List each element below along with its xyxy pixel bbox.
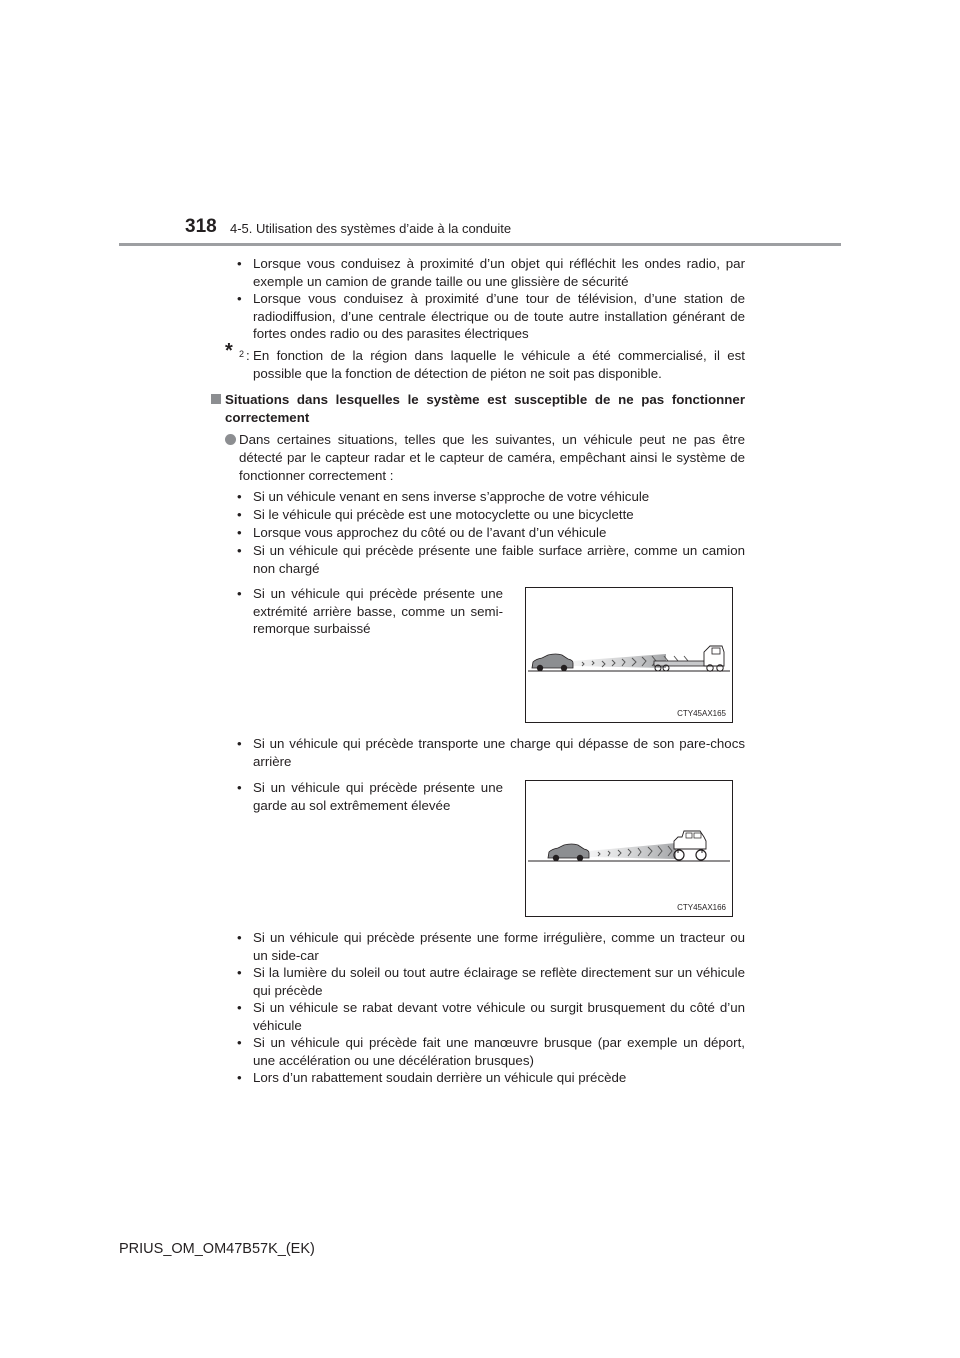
footnote-marker: * [225,340,233,362]
list-item-text: Si un véhicule qui précède fait une manœuvre brusque (par exemple un déport, une accélération ou une décélération brusques) [253,1035,745,1068]
bullet-glyph: • [237,1000,242,1015]
list-item-text: Si un véhicule se rabat devant votre véhicule ou surgit brusquement du côté d’un véhicule [253,1000,745,1033]
list-item-text: Si un véhicule qui précède présente une faible surface arrière, comme un camion non chargé [253,543,745,576]
list-item-text: Si un véhicule venant en sens inverse s’approche de votre véhicule [253,489,650,504]
footnote-superscript: 2 [239,349,245,359]
list-item-text: Si le véhicule qui précède est une motocyclette ou une bicyclette [253,507,634,522]
footnote-colon: : [246,348,250,363]
list-item [237,255,745,290]
intro-paragraph-text: Dans certaines situations, telles que les suivantes, un véhicule peut ne pas être détecté par le capteur radar et le capteur de caméra, empêchant ainsi le système de fonctionner correctement : [239,432,745,483]
bullet-glyph: • [237,930,242,945]
list-item [237,524,745,542]
footer-document-code: PRIUS_OM_OM47B57K_(EK) [119,1241,315,1257]
header-rule [119,243,841,246]
list-item [237,779,503,814]
list-item [237,1034,745,1069]
figure-code: CTY45AX166 [677,903,726,912]
bullet-glyph: • [237,965,242,980]
section-heading [211,391,745,427]
list-item-text: Lorsque vous approchez du côté ou de l’avant d’un véhicule [253,525,607,540]
list-item-text: Lors d’un rabattement soudain derrière un véhicule qui précède [253,1070,627,1085]
bullet-glyph: • [237,507,242,522]
list-item-text: Si la lumière du soleil ou tout autre éclairage se reflète directement sur un véhicule qui précède [253,965,745,998]
list-item-text: Si un véhicule qui précède transporte une charge qui dépasse de son pare-chocs arrière [253,736,745,769]
section-heading-text: Situations dans lesquelles le système est susceptible de ne pas fonctionner correctement [225,392,745,425]
page-number: 318 [185,216,217,237]
car-following-high-clearance-vehicle-illustration [526,781,732,916]
figure-code: CTY45AX165 [677,709,726,718]
intro-paragraph [225,431,745,485]
circle-bullet-icon [225,434,236,445]
bullet-glyph: • [237,736,242,751]
bullet-glyph: • [237,780,242,795]
section-title: 4-5. Utilisation des systèmes d’aide à la conduite [230,221,512,236]
bullet-glyph: • [237,1070,242,1085]
bullet-glyph: • [237,256,242,271]
bullet-glyph: • [237,291,242,306]
car-following-low-trailer-illustration [526,588,732,722]
bullet-glyph: • [237,489,242,504]
list-item [237,735,745,770]
footnote-text: En fonction de la région dans laquelle le véhicule a été commercialisé, il est possible que la fonction de détection de piéton ne soit pas disponible. [253,348,745,381]
footnote [225,340,745,382]
list-item [237,585,503,638]
list-item [237,999,745,1034]
list-item [237,506,745,524]
list-item [237,964,745,999]
square-bullet-icon [211,394,221,404]
list-item [237,488,745,506]
bullet-glyph: • [237,543,242,558]
list-item [237,290,745,343]
list-item [237,1069,745,1087]
bullet-glyph: • [237,525,242,540]
figure-high-clearance [525,780,733,917]
list-item [237,542,745,577]
list-item [237,929,745,964]
list-item-text: Si un véhicule qui précède présente une garde au sol extrêmement élevée [253,780,503,813]
bullet-glyph: • [237,586,242,601]
list-item-text: Lorsque vous conduisez à proximité d’une tour de télévision, d’une station de radiodiffusion, d’une centrale électrique ou de toute autre installation générant de fortes ondes radio ou des parasites électriques [253,291,745,341]
list-item-text: Si un véhicule qui précède présente une extrémité arrière basse, comme un semi-remorque surbaissé [253,586,503,636]
figure-low-trailer [525,587,733,723]
list-item-text: Si un véhicule qui précède présente une forme irrégulière, comme un tracteur ou un side-car [253,930,745,963]
list-item-text: Lorsque vous conduisez à proximité d’un objet qui réfléchit les ondes radio, par exemple un camion de grande taille ou une glissière de sécurité [253,256,745,289]
bullet-glyph: • [237,1035,242,1050]
